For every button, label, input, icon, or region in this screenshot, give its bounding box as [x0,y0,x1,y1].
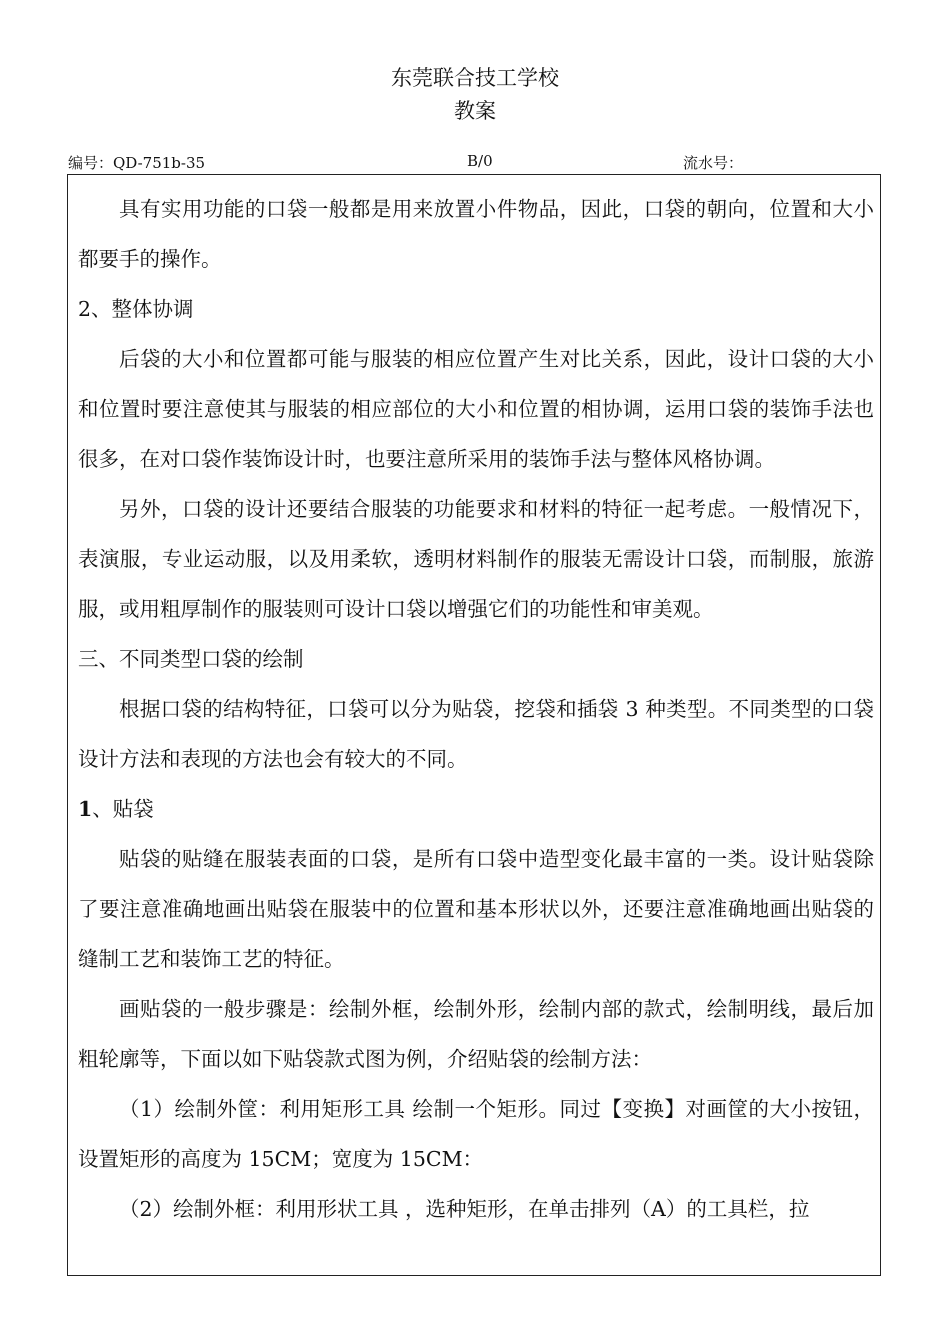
flow-number: 流水号： [683,154,744,172]
paragraph-pocket-function: 具有实用功能的口袋一般都是用来放置小件物品，因此，口袋的朝向，位置和大小都要手的操作。 [78,197,874,271]
school-name: 东莞联合技工学校 [391,66,559,90]
step-1: （1）绘制外筐：利用矩形工具 绘制一个矩形。同过【变换】对画筐的大小按钮，设置矩形的高度为 15CM；宽度为 15CM： [78,1097,874,1171]
heading-number: 1 [78,797,93,821]
heading-patch-pocket [78,784,874,834]
content-box [67,174,881,1276]
paragraph-drawing-steps: 画贴袋的一般步骤是：绘制外框，绘制外形，绘制内部的款式，绘制明线，最后加粗轮廓等，下面以如下贴袋款式图为例，介绍贴袋的绘制方法： [78,997,874,1071]
document-version: B/0 [467,152,493,170]
heading-overall-coordination: 2、整体协调 [78,297,194,321]
paragraph-material-function: 另外，口袋的设计还要结合服装的功能要求和材料的特征一起考虑。一般情况下，表演服，专业运动服，以及用柔软，透明材料制作的服装无需设计口袋，而制服，旅游服，或用粗厚制作的服装则可设计口袋以增强它们的功能性和审美观。 [78,497,874,621]
lesson-content [78,184,874,1234]
paragraph-pocket-categories: 根据口袋的结构特征，口袋可以分为贴袋，挖袋和插袋 3 种类型。不同类型的口袋设计方法和表现的方法也会有较大的不同。 [78,697,874,771]
step-2: （2）绘制外框：利用形状工具 ，选种矩形，在单击排列（A）的工具栏，拉 [119,1197,810,1221]
heading-text: 、贴袋 [92,797,154,821]
paragraph-patch-pocket-desc: 贴袋的贴缝在服装表面的口袋，是所有口袋中造型变化最丰富的一类。设计贴袋除了要注意准确地画出贴袋在服装中的位置和基本形状以外，还要注意准确地画出贴袋的缝制工艺和装饰工艺的特征。 [78,847,874,971]
document-subtitle: 教案 [454,99,496,123]
document-code: 编号：QD-751b-35 [68,154,206,172]
heading-pocket-types: 三、不同类型口袋的绘制 [78,647,304,671]
paragraph-size-position: 后袋的大小和位置都可能与服装的相应位置产生对比关系，因此，设计口袋的大小和位置时要注意使其与服装的相应部位的大小和位置的相协调，运用口袋的装饰手法也很多，在对口袋作装饰设计时，也要注意所采用的装饰手法与整体风格协调。 [78,347,874,471]
